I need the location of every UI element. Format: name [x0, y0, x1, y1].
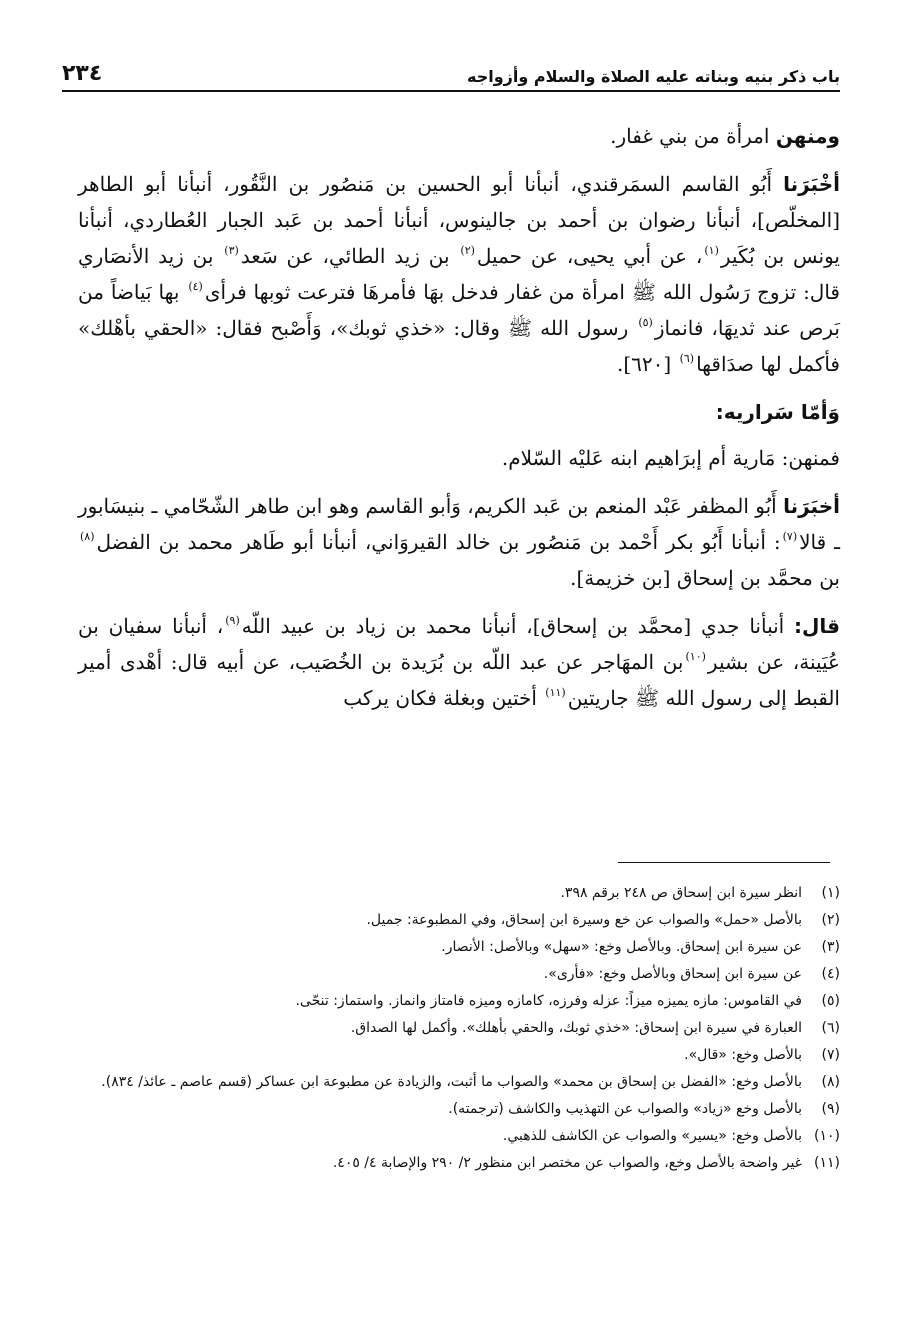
text-run: أَبُو القاسم السمَرقندي، أنبأنا أبو الحسين بن مَنصُور بن النَّقُور، أنبأنا أبو الطاهر [المخلّص]، أنبأنا رضوان بن أحمد بن جالينوس، أنبأنا أحمد بن عَبد الجبار العُطاردي، أنبأنا يونس بن بُكَير	[78, 172, 840, 268]
footnote-ref-5[interactable]: (٥)	[638, 316, 653, 330]
footnote-text: غير واضحة بالأصل وخع، والصواب عن مختصر ابن منظور ٢/ ٢٩٠ والإصابة ٤/ ٤٠٥.	[332, 1155, 802, 1171]
running-title: باب ذكر بنيه وبناته عليه الصلاة والسلام وأزواجه	[467, 67, 840, 86]
footnote-number: (٤)	[821, 966, 840, 982]
footnote-number: (١٠)	[814, 1128, 840, 1144]
footnote-ref-11[interactable]: (١١)	[545, 686, 566, 700]
footnote	[78, 1150, 840, 1177]
text-run: ، أنبأنا سفيان بن عُيَينة، عن بشير	[78, 614, 840, 674]
text-run: بها بَياضاً من بَرص عند ثديهَا، فانماز	[78, 280, 840, 340]
running-header	[62, 52, 840, 92]
text-run: أنبأنا جدي [محمَّد بن إسحاق]، أنبأنا محمد بن زياد بن عبيد اللّه	[241, 614, 795, 638]
footnote	[78, 1123, 840, 1150]
text-run: بن محمَّد بن إسحاق [بن خزيمة].	[570, 566, 840, 590]
footnote	[78, 1096, 840, 1123]
section-heading: وَأمّا سَراريه:	[715, 400, 840, 424]
text-run: بن المهَاجر عن عبد اللّه بن بُرَيدة بن الخُصَيب، عن أبيه قال: أهْدى أمير القبط إلى رسول الله ﷺ جاريتين	[78, 650, 840, 710]
footnote-ref-7[interactable]: (٧)	[782, 530, 798, 544]
footnote-ref-6[interactable]: (٦)	[679, 352, 695, 366]
footnote-number: (٣)	[821, 939, 840, 955]
footnote-ref-2[interactable]: (٢)	[460, 244, 475, 258]
footnote-text: بالأصل وخع: «الفضل بن إسحاق بن محمد» والصواب ما أثبت، والزيادة عن مطبوعة ابن عساكر (قسم عاصم ـ عائذ/ ٨٣٤).	[101, 1074, 802, 1090]
footnote-ref-4[interactable]: (٤)	[188, 280, 203, 294]
footnote	[78, 907, 840, 934]
footnote-text: بالأصل وخع «زياد» والصواب عن التهذيب والكاشف (ترجمته).	[448, 1101, 802, 1117]
keyword: ومنهن	[775, 124, 840, 148]
keyword: أخبَرَنا	[783, 494, 840, 518]
footnote	[78, 934, 840, 961]
paragraph-2	[78, 166, 840, 382]
text-run: أختين وبغلة فكان يركب	[343, 686, 544, 710]
footnote-text: بالأصل «حمل» والصواب عن خع وسيرة ابن إسحاق، وفي المطبوعة: جميل.	[366, 912, 802, 928]
text-run: [٦٢٠].	[616, 352, 678, 376]
footnote	[78, 880, 840, 907]
footnote	[78, 1015, 840, 1042]
paragraph-1	[78, 118, 840, 154]
footnote-ref-3[interactable]: (٣)	[224, 244, 239, 258]
footnote-text: العبارة في سيرة ابن إسحاق: «خذي ثوبك، والحقي بأهلك». وأكمل لها الصداق.	[350, 1020, 802, 1036]
main-text	[78, 118, 840, 728]
footnote-ref-8[interactable]: (٨)	[80, 530, 95, 544]
text-run: امرأة من بني غفار.	[610, 124, 776, 148]
footnote-ref-1[interactable]: (١)	[704, 244, 719, 258]
footnote-number: (٥)	[821, 993, 840, 1009]
footnote-number: (٩)	[821, 1101, 840, 1117]
text-run: : أنبأنا أَبُو بكر أَحْمد بن مَنصُور بن خالد القيروَاني، أنبأنا أبو طَاهر محمد بن الفضل	[96, 530, 781, 554]
paragraph-3: فمنهن: مَارية أم إبرَاهيم ابنه عَليْه السّلام.	[501, 446, 840, 470]
footnote-number: (١)	[821, 885, 840, 901]
paragraph-5	[78, 608, 840, 716]
paragraph-4	[78, 488, 840, 596]
footnote-ref-9[interactable]: (٩)	[225, 614, 240, 628]
footnote	[78, 1069, 840, 1096]
footnote	[78, 988, 840, 1015]
footnotes	[78, 880, 840, 1177]
footnote	[78, 1042, 840, 1069]
footnote-text: بالأصل وخع: «قال».	[684, 1047, 802, 1063]
footnote-number: (١١)	[814, 1155, 840, 1171]
text-run: بن زيد الأنصَاري قال: تزوج رَسُول الله ﷺ امرأة من غفار فدخل بهَا فأمرهَا فترعت ثوبها فرأى	[78, 244, 840, 304]
text-run: بن زيد الطائي، عن سَعد	[240, 244, 459, 268]
footnote-number: (٧)	[821, 1047, 840, 1063]
footnote-text: انظر سيرة ابن إسحاق ص ٢٤٨ برقم ٣٩٨.	[560, 885, 802, 901]
text-run: رسول الله ﷺ وقال: «خذي ثوبك»، وَأَصْبح فقال: «الحقي بأهْلك» فأكمل لها صدَاقها	[78, 316, 840, 376]
footnote-number: (٨)	[821, 1074, 840, 1090]
keyword: أخْبَرَنا	[783, 172, 840, 196]
footnote	[78, 961, 840, 988]
footnote-number: (٢)	[821, 912, 840, 928]
footnote-text: عن سيرة ابن إسحاق وبالأصل وخع: «فأرى».	[543, 966, 802, 982]
footnote-text: عن سيرة ابن إسحاق. وبالأصل وخع: «سهل» وبالأصل: الأنصار.	[441, 939, 802, 955]
text-run: أَبُو المظفر عَبْد المنعم بن عَبد الكريم، وَأبو القاسم وهو ابن طاهر الشّحّامي ـ بنيسَابور ـ قالا	[78, 494, 840, 554]
footnote-divider	[618, 862, 830, 863]
page-number: ٢٣٤	[62, 61, 103, 86]
footnote-text: في القاموس: مازه يميزه ميزاً: عزله وفرزه، كامازه وميزه فامتاز وانماز. واستماز: تنحّى.	[295, 993, 802, 1009]
text-run: ، عن أبي يحيى، عن حميل	[476, 244, 703, 268]
footnote-text: بالأصل وخع: «يسير» والصواب عن الكاشف للذهبي.	[502, 1128, 802, 1144]
keyword: قال:	[794, 614, 840, 638]
footnote-number: (٦)	[821, 1020, 840, 1036]
footnote-ref-10[interactable]: (١٠)	[685, 650, 706, 664]
